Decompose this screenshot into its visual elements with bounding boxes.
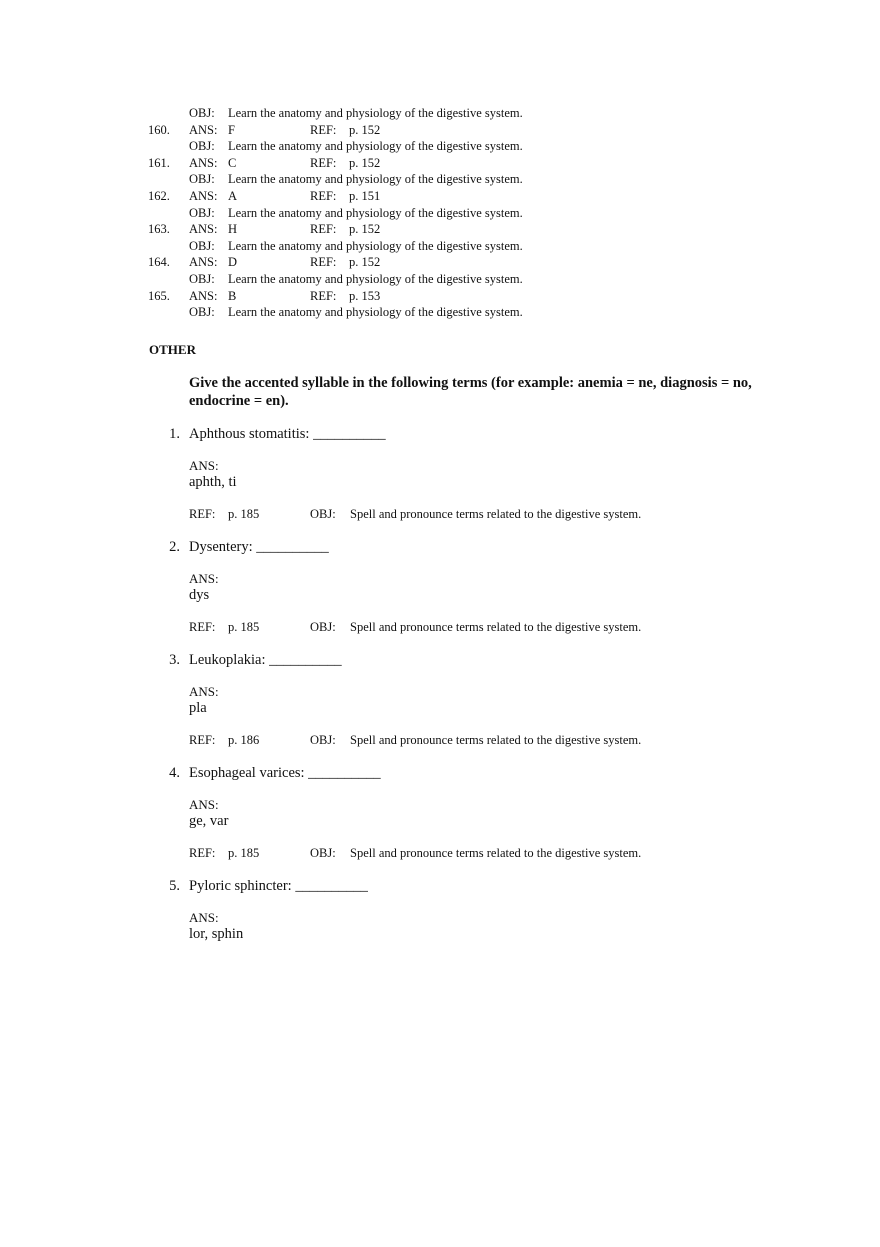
item-number: 161.: [148, 155, 170, 170]
obj-text: Learn the anatomy and physiology of the digestive system.: [228, 305, 523, 320]
answer-key-obj-line: [0, 138, 880, 155]
answer-key-ans-line: [0, 155, 880, 172]
ref-label: REF:: [189, 620, 216, 634]
ans-label: ANS:: [189, 255, 218, 270]
item-number: 164.: [148, 255, 170, 270]
question-text: Esophageal varices: __________: [189, 765, 381, 781]
ref-label: REF:: [310, 188, 337, 203]
obj-label: OBJ:: [310, 846, 336, 860]
ans-label: ANS:: [189, 122, 218, 137]
answer-key-obj-line: [0, 171, 880, 188]
ans-value: A: [228, 188, 238, 203]
ref-label: REF:: [310, 222, 337, 237]
ref-value: p. 153: [349, 288, 381, 303]
obj-text: Learn the anatomy and physiology of the digestive system.: [228, 238, 523, 253]
answer-key-list: [0, 105, 880, 321]
obj-text: Learn the anatomy and physiology of the digestive system.: [228, 172, 523, 187]
obj-text: Spell and pronounce terms related to the digestive system.: [350, 733, 642, 747]
obj-text: Learn the anatomy and physiology of the digestive system.: [228, 271, 523, 286]
answer-key-obj-line: [0, 205, 880, 222]
ref-value: p. 152: [349, 255, 381, 270]
ref-label: REF:: [189, 507, 216, 521]
obj-label: OBJ:: [310, 620, 336, 634]
ans-value: F: [228, 122, 235, 137]
answer-key-ans-line: [0, 221, 880, 238]
answer-value: dys: [189, 587, 210, 603]
question-text: Pyloric sphincter: __________: [189, 878, 368, 894]
obj-text: Learn the anatomy and physiology of the digestive system.: [228, 139, 523, 154]
answer-key-ans-line: [0, 254, 880, 271]
ref-label: REF:: [189, 733, 216, 747]
ans-value: H: [228, 222, 238, 237]
ref-value: p. 185: [228, 846, 260, 860]
answer-key-ans-line: [0, 188, 880, 205]
question-text: Dysentery: __________: [189, 539, 329, 555]
answer-key-ans-line: [0, 122, 880, 139]
ref-value: p. 152: [349, 155, 381, 170]
question-text: Leukoplakia: __________: [189, 652, 342, 668]
ref-value: p. 152: [349, 222, 381, 237]
obj-label: OBJ:: [189, 106, 215, 120]
ref-label: REF:: [310, 288, 337, 303]
answer-value: aphth, ti: [189, 474, 237, 490]
question-number: 4.: [169, 765, 180, 781]
answer-key-ans-line: [0, 288, 880, 305]
ans-label: ANS:: [189, 222, 218, 237]
obj-label: OBJ:: [310, 733, 336, 747]
section-heading: OTHER: [149, 342, 196, 357]
ans-label: ANS:: [189, 155, 218, 170]
section-instructions: Give the accented syllable in the following terms (for example: anemia = ne, diagnosis = no, endocrine = en).: [189, 375, 752, 409]
question-text: Aphthous stomatitis: __________: [189, 426, 386, 442]
question-number: 1.: [169, 426, 180, 442]
obj-label: OBJ:: [189, 172, 215, 187]
answer-key-obj-line: [0, 304, 880, 321]
ref-value: p. 185: [228, 620, 260, 634]
ref-label: REF:: [310, 255, 337, 270]
ans-label: ANS:: [189, 458, 219, 473]
item-number: 162.: [148, 188, 170, 203]
obj-label: OBJ:: [189, 238, 215, 253]
answer-key-obj-line: [0, 271, 880, 288]
question-number: 5.: [169, 878, 180, 894]
obj-label: OBJ:: [189, 139, 215, 154]
ans-label: ANS:: [189, 288, 218, 303]
obj-label: OBJ:: [189, 305, 215, 320]
obj-text: Spell and pronounce terms related to the digestive system.: [350, 507, 642, 521]
ref-label: REF:: [310, 155, 337, 170]
item-number: 165.: [148, 288, 170, 303]
ref-label: REF:: [310, 122, 337, 137]
obj-text: Learn the anatomy and physiology of the digestive system.: [228, 106, 523, 120]
ans-value: B: [228, 288, 237, 303]
ref-label: REF:: [189, 846, 216, 860]
obj-label: OBJ:: [310, 507, 336, 521]
ref-value: p. 185: [228, 507, 260, 521]
question-number: 3.: [169, 652, 180, 668]
obj-label: OBJ:: [189, 271, 215, 286]
ans-label: ANS:: [189, 684, 219, 699]
ans-label: ANS:: [189, 797, 219, 812]
obj-text: Spell and pronounce terms related to the digestive system.: [350, 620, 642, 634]
ans-label: ANS:: [189, 571, 219, 586]
answer-key-obj-line: [0, 105, 880, 122]
ref-value: p. 152: [349, 122, 381, 137]
answer-value: pla: [189, 700, 207, 716]
obj-text: Learn the anatomy and physiology of the digestive system.: [228, 205, 523, 220]
obj-text: Spell and pronounce terms related to the digestive system.: [350, 846, 642, 860]
answer-value: ge, var: [189, 813, 229, 829]
ans-label: ANS:: [189, 910, 219, 925]
ref-value: p. 151: [349, 188, 381, 203]
ans-value: D: [228, 255, 238, 270]
item-number: 163.: [148, 222, 170, 237]
item-number: 160.: [148, 122, 170, 137]
ans-label: ANS:: [189, 188, 218, 203]
answer-key-obj-line: [0, 238, 880, 255]
answer-value: lor, sphin: [189, 926, 244, 942]
obj-label: OBJ:: [189, 205, 215, 220]
ans-value: C: [228, 155, 237, 170]
question-number: 2.: [169, 539, 180, 555]
ref-value: p. 186: [228, 733, 260, 747]
